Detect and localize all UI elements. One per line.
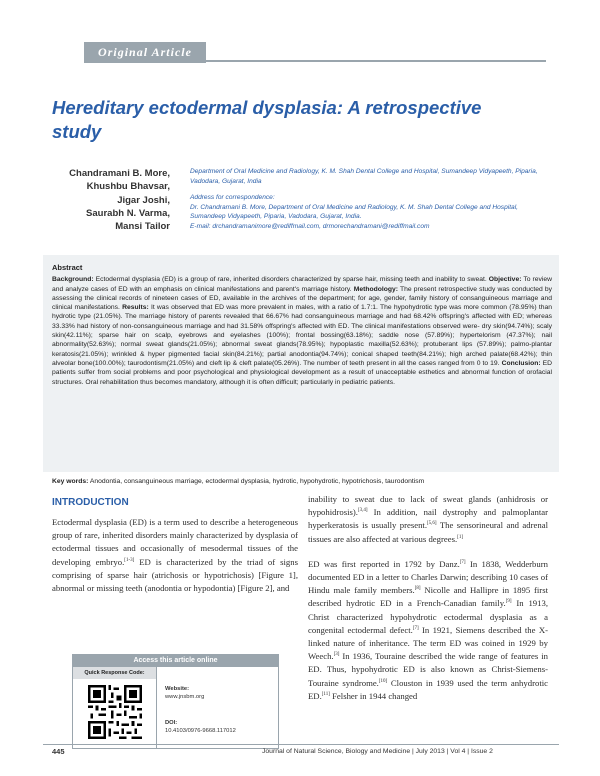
author-name: Mansi Tailor [115,221,170,233]
text-objective: To review and analyze cases of ED with an emphasis on clinical manifestations and parent's marriage history. [52,276,553,293]
author-name: Khushbu Bhavsar, [86,181,170,193]
text-methodology: The present retrospective study was conducted by assessing the clinical records of nineteen cases of ED, available in the archives of the department; for age, gender, family history of consanguineous marriage and clinical manifestations. [52,285,552,312]
text: Felsher in 1944 changed [329,690,418,701]
citation-link[interactable]: [1-3] [124,557,135,563]
text: Nicolle and Hallipre in 1895 first described hydrotic ED in a French-Canadian family. [308,585,548,609]
body-column-left [52,516,298,595]
text: In 1936, Touraine described the wide range of features in ED. Thus, hypohydrotic ED is also known as Christ-Siemens-Touraine syndrome. [308,651,548,688]
qr-column [73,679,157,749]
citation-link[interactable]: [3] [333,652,340,658]
keywords-label: Key words: [52,478,89,485]
article-title: Hereditary ectodermal dysplasia: A retrospective study [52,97,482,142]
correspondence-text: Dr. Chandramani B. More, Department of Oral Medicine and Radiology, K. M. Shah Dental College and Hospital, Sumandeep Vidyapeeth, Piparia, Vadodara, Gujarat, India. [190,203,519,220]
body-column-right [308,493,548,703]
abstract-text [52,275,552,387]
website-link[interactable]: www.jnsbm.org [165,694,205,700]
qr-label: Quick Response Code: [73,667,157,679]
email-link[interactable]: E-mail: drchandramanimore@rediffmail.com, drmorechandramani@rediffmail.com [190,222,430,230]
text: ED was first reported in 1792 by Danz. [308,558,460,569]
author-name: Jigar Joshi, [117,194,170,206]
abstract-content [52,263,552,387]
keywords-text: Anodontia, consanguineous marriage, ectodermal dysplasia, hydrotic, hypohydrotic, hypotrichosis, taurodontism [88,478,425,485]
paragraph [308,558,548,703]
paragraph [308,493,548,546]
citation-link[interactable]: [7] [459,559,466,565]
citation-link[interactable]: [3,4] [357,508,368,514]
doi-info [165,719,236,735]
author-list [40,167,170,233]
correspondence-label: Address for correspondence: [190,194,275,201]
doi-label: DOI: [165,720,178,726]
citation-link[interactable]: [7] [412,625,419,631]
text-background: Ectodermal dysplasia (ED) is a group of rare, inherited disorders characterized by sparse hair, missing teeth and inability to sweat. [93,276,487,284]
author-name: Chandramani B. More, [69,168,170,179]
access-online-box [72,654,279,749]
text-results: It was observed that ED was more prevalent in males, with a ratio of 1.7:1. The hypohydrotic type was more common (78.95%) than hydrotic type (21.05%). The marriage history of parents revealed that 66.67% had consanguineous marriage and had 68.42% offspring's affected with ED; whereas 33.33% had history of non-consanguineous marriage and had 31.58% offspring's affected with ED. The clinical manifestations observed were- dry skin(94.74%); scaly skin(42.11%); sparse hair on scalp, eyebrows and eyelashes (100%); frontal bossing(63.18%); saddle nose (57.89%); hypertelorism (47.37%); nail abnormality(52.63%); normal sweat glands(21.05%); abnormal sweat glands(78.95%); hypoplastic maxilla(52.63%); protuberant lips (57.89%); palmo-plantar keratosis(21.05%); wrinkled & hyper pigmented facial skin(84.21%); partial anodontia(94.74%); conical shaped teeth(84.21%); high arched palate(68.42%); thin alveolar bone(100.00%); taurodontism(21.05%) and cleft lip & cleft palate(05.26%). The number of teeth present in all the cases ranged from 0 to 19. [52,304,552,367]
journal-citation: Journal of Natural Science, Biology and Medicine | July 2013 | Vol 4 | Issue 2 [262,748,493,755]
text: In 1913, Christ characterized hypohydrotic ectodermal dysplasia as a congenital ectodermal defect. [308,598,548,635]
citation-link[interactable]: [1] [457,534,463,540]
page-number: 445 [52,747,65,756]
website-info [165,685,204,701]
label-conclusion: Conclusion: [499,359,541,367]
citation-link[interactable]: [9] [505,599,512,605]
article-type-tag: Original Article [84,42,206,63]
citation-link[interactable]: [10] [378,678,388,684]
label-objective: Objective: [486,276,522,284]
label-results: Results: [119,304,149,312]
text: In 1921, Siemens described the X-linked nature of inheritance. The term ED was coined in 1929 by Weech. [308,624,548,662]
text: In 1838, Wedderburn documented ED in a letter to Charles Darwin; describing 10 cases of Hindu male family members. [308,558,548,596]
citation-link[interactable]: [11] [321,691,330,697]
label-methodology: Methodology: [351,285,398,293]
footer-rule [43,744,559,745]
label-background: Background: [52,276,94,284]
citation-link[interactable]: [5,6] [427,521,437,527]
access-heading: Access this article online [73,655,278,667]
paragraph [52,516,298,595]
text: In addition, nail dystrophy and palmoplantar hyperkeratosis is usually present. [308,507,548,531]
abstract-heading: Abstract [52,263,83,272]
citation-link[interactable]: [8] [414,586,421,592]
text: Clouston in 1939 used the term anhydrotic ED. [308,677,548,701]
section-heading-introduction: INTRODUCTION [52,497,129,508]
text: Ectodermal dysplasia (ED) is a term used to describe a heterogeneous group of rare, inherited disorders mainly characterized by dysplasia of ectodermal tissues and occasionally of mesodermal tissues of the developing embryo. [52,517,298,567]
author-name: Saurabh N. Varma, [86,207,170,219]
qr-code-icon[interactable] [88,685,142,739]
text-conclusion: ED patients suffer from social problems and poor psychological and physiological development as a result of unacceptable esthetics and abnormal function of orofacial structures. Oral rehabilitation thus becomes mandatory, although it is often difficult; particularly in pediatric patients. [52,359,552,386]
department: Department of Oral Medicine and Radiology, K. M. Shah Dental College and Hospital, Sumandeep Vidyapeeth, Piparia, Vadodara, Gujarat, India [190,168,538,185]
header-rule [206,60,546,62]
doi-link[interactable]: 10.4103/0976-9668.117012 [165,728,236,734]
affiliation-block [190,167,550,231]
website-label: Website: [165,686,190,692]
text: inability to sweat due to lack of sweat glands (anhidrosis or hypohidrosis). [308,494,548,518]
text: The sensorineural and adrenal tissues are also affected at various degrees. [308,520,548,544]
keywords [52,477,552,486]
text: ED is characterized by the triad of signs comprising of sparse hair (atrichosis or hypotrichosis) [Figure 1], abnormal or missing teeth (anodontia or hypodontia) [Figure 2], and [52,556,298,594]
